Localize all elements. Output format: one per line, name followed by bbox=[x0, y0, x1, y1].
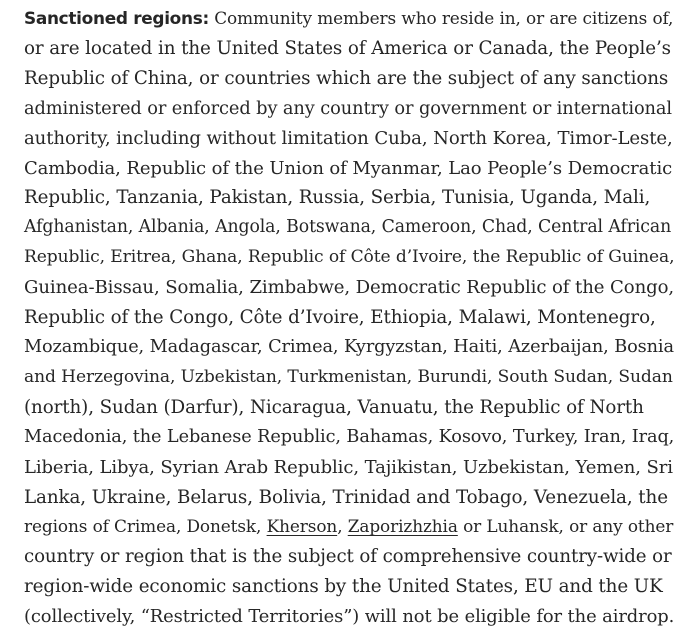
paragraph-line: Republic of China, or countries which are the subject of any sanctions bbox=[24, 67, 669, 89]
paragraph-line: country or region that is the subject of comprehensive country-wide or bbox=[24, 546, 672, 568]
paragraph-line: Cambodia, Republic of the Union of Myanmar, Lao People’s Democratic bbox=[24, 157, 673, 179]
paragraph-line: region-wide economic sanctions by the United States, EU and the UK bbox=[24, 576, 663, 598]
line-text: regions of Crimea, Donetsk, bbox=[24, 516, 267, 537]
paragraph-line: authority, including without limitation Cuba, North Korea, Timor-Leste, bbox=[24, 127, 673, 149]
paragraph-line: Lanka, Ukraine, Belarus, Bolivia, Trinidad and Tobago, Venezuela, the bbox=[24, 486, 668, 508]
paragraph-line: Liberia, Libya, Syrian Arab Republic, Tajikistan, Uzbekistan, Yemen, Sri bbox=[24, 456, 673, 478]
paragraph-line: Republic, Eritrea, Ghana, Republic of Côte d’Ivoire, the Republic of Guinea, bbox=[24, 247, 675, 268]
sanctioned-regions-heading: Sanctioned regions: bbox=[24, 8, 209, 28]
paragraph-line: Afghanistan, Albania, Angola, Botswana, Cameroon, Chad, Central African bbox=[24, 217, 672, 238]
line-text: , bbox=[337, 516, 348, 537]
paragraph-line: or are located in the United States of America or Canada, the People’s bbox=[24, 37, 671, 59]
paragraph-line bbox=[24, 512, 674, 542]
paragraph-line: and Herzegovina, Uzbekistan, Turkmenistan, Burundi, South Sudan, Sudan bbox=[24, 366, 673, 387]
sanctioned-regions-paragraph bbox=[24, 4, 674, 632]
line-text: or Luhansk, or any other bbox=[457, 516, 674, 537]
zaporizhzhia-link[interactable]: Zaporizhzhia bbox=[347, 516, 458, 537]
paragraph-line: Macedonia, the Lebanese Republic, Bahamas, Kosovo, Turkey, Iran, Iraq, bbox=[24, 426, 675, 447]
paragraph-line: Mozambique, Madagascar, Crimea, Kyrgyzstan, Haiti, Azerbaijan, Bosnia bbox=[24, 336, 674, 357]
paragraph-line: (collectively, “Restricted Territories”) will not be eligible for the airdrop. bbox=[24, 606, 675, 628]
paragraph-line: administered or enforced by any country or government or international bbox=[24, 97, 672, 119]
kherson-link[interactable]: Kherson bbox=[266, 516, 338, 537]
paragraph-line: Guinea-Bissau, Somalia, Zimbabwe, Democratic Republic of the Congo, bbox=[24, 277, 675, 299]
paragraph-line: Republic of the Congo, Côte d’Ivoire, Ethiopia, Malawi, Montenegro, bbox=[24, 307, 656, 329]
paragraph-line bbox=[24, 4, 674, 34]
paragraph-line: (north), Sudan (Darfur), Nicaragua, Vanuatu, the Republic of North bbox=[24, 396, 644, 418]
line-text: Community members who reside in, or are citizens of, bbox=[214, 8, 674, 28]
paragraph-line: Republic, Tanzania, Pakistan, Russia, Serbia, Tunisia, Uganda, Mali, bbox=[24, 187, 651, 209]
